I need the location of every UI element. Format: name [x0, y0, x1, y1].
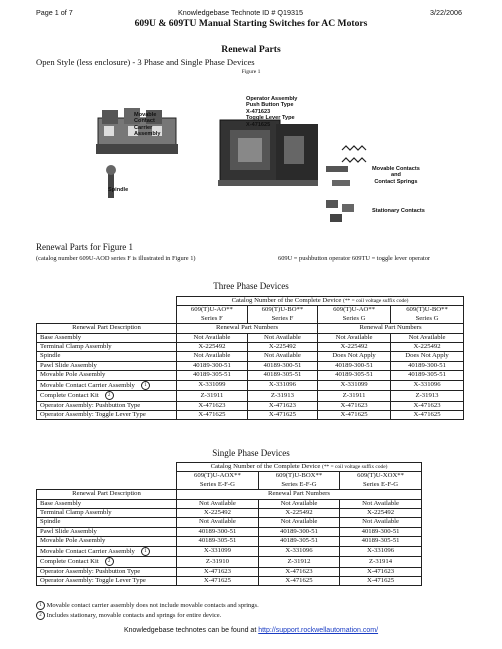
- part-number-cell: Does Not Apply: [318, 352, 391, 361]
- part-number-cell: Z-31911: [318, 391, 391, 401]
- part-number-cell: Does Not Apply: [391, 352, 464, 361]
- part-number-cell: X-471623: [177, 567, 259, 576]
- part-number-cell: X-471625: [391, 410, 464, 419]
- desc-header: Renewal Part Description: [37, 490, 177, 499]
- part-number-cell: Not Available: [247, 352, 317, 361]
- table-row: [37, 371, 464, 380]
- operator-label: Operator Assembly Push Button Type X-471623 Toggle Lever Type X-471625: [246, 96, 298, 128]
- part-number-cell: 40189-300-51: [340, 527, 422, 536]
- part-number-cell: X-331096: [391, 380, 464, 390]
- footnote-1: 1 Movable contact carrier assembly does not include movable contacts and springs.: [36, 601, 259, 610]
- table-row: [37, 361, 464, 370]
- single-phase-table: [36, 462, 422, 586]
- table-row: [37, 518, 422, 527]
- desc-header: Renewal Part Description: [37, 324, 177, 333]
- figure-caption: Figure 1: [241, 69, 261, 75]
- part-number-cell: Not Available: [247, 333, 317, 342]
- part-description: Complete Contact Kit 2: [37, 391, 177, 401]
- part-number-cell: X-331096: [247, 380, 317, 390]
- part-number-cell: X-471625: [247, 410, 317, 419]
- carrier-label: Movable Contact Carrier Assembly: [134, 112, 161, 138]
- footnote-marker-icon: 2: [36, 611, 45, 620]
- part-description: Base Assembly: [37, 333, 177, 342]
- table-row: [37, 509, 422, 518]
- part-description: Terminal Clamp Assembly: [37, 343, 177, 352]
- part-description: Base Assembly: [37, 499, 177, 508]
- part-number-cell: Z-31913: [391, 391, 464, 401]
- column-catalog-number: 609(T)U-AOX**: [177, 472, 259, 481]
- part-number-cell: 40189-305-51: [391, 371, 464, 380]
- part-description: Spindle: [37, 352, 177, 361]
- table-row: [37, 333, 464, 342]
- catalog-header: Catalog Number of the Complete Device (** = coil voltage suffix code): [177, 463, 422, 472]
- part-description: Operator Assembly: Toggle Lever Type: [37, 576, 177, 585]
- parts-header: Renewal Part Numbers: [318, 324, 464, 333]
- part-number-cell: X-331096: [340, 546, 422, 556]
- column-catalog-number: 609(T)U-BOX**: [258, 472, 339, 481]
- column-series: Series F: [247, 315, 317, 324]
- single-phase-heading: Single Phase Devices: [212, 448, 290, 458]
- section-title: Renewal Parts: [221, 44, 281, 55]
- part-description: Movable Pole Assembly: [37, 371, 177, 380]
- column-series: Series E-F-G: [340, 481, 422, 490]
- column-series: Series G: [318, 315, 391, 324]
- part-number-cell: X-471625: [177, 410, 248, 419]
- catalog-note: (catalog number 609U-AOD series F is illustrated in Figure 1): [36, 255, 196, 262]
- three-phase-heading: Three Phase Devices: [213, 281, 289, 291]
- part-number-cell: X-225492: [340, 509, 422, 518]
- column-catalog-number: 609(T)U-BO**: [391, 306, 464, 315]
- three-phase-table: [36, 296, 464, 420]
- part-number-cell: Not Available: [340, 518, 422, 527]
- part-number-cell: X-331099: [177, 546, 259, 556]
- column-catalog-number: 609(T)U-AO**: [177, 306, 248, 315]
- column-catalog-number: 609(T)U-BO**: [247, 306, 317, 315]
- part-number-cell: 40189-305-51: [318, 371, 391, 380]
- part-number-cell: 40189-305-51: [247, 371, 317, 380]
- movable-contacts-label: Movable Contacts and Contact Springs: [372, 166, 420, 185]
- part-number-cell: Not Available: [177, 333, 248, 342]
- part-number-cell: X-471623: [340, 567, 422, 576]
- part-number-cell: X-471623: [391, 401, 464, 410]
- part-number-cell: 40189-305-51: [258, 537, 339, 546]
- operator-assembly-drawing: [218, 120, 318, 186]
- part-number-cell: Not Available: [177, 518, 259, 527]
- table-row: [37, 499, 422, 508]
- document-title: 609U & 609TU Manual Starting Switches for AC Motors: [134, 18, 368, 29]
- column-series: Series F: [177, 315, 248, 324]
- part-number-cell: 40189-300-51: [391, 361, 464, 370]
- part-number-cell: 40189-300-51: [177, 361, 248, 370]
- movable-contacts-drawing: [326, 146, 366, 186]
- part-number-cell: X-471623: [318, 401, 391, 410]
- table-row: [37, 557, 422, 567]
- part-number-cell: X-331099: [318, 380, 391, 390]
- part-number-cell: X-471623: [247, 401, 317, 410]
- column-series: Series G: [391, 315, 464, 324]
- part-number-cell: X-471625: [258, 576, 339, 585]
- table-row: [37, 401, 464, 410]
- table-row: [37, 527, 422, 536]
- part-number-cell: X-331099: [177, 380, 248, 390]
- part-number-cell: X-225492: [177, 343, 248, 352]
- part-number-cell: 40189-305-51: [340, 537, 422, 546]
- part-number-cell: X-225492: [391, 343, 464, 352]
- renewal-parts-heading: Renewal Parts for Figure 1: [36, 242, 133, 252]
- part-number-cell: 40189-300-51: [258, 527, 339, 536]
- part-number-cell: Not Available: [340, 499, 422, 508]
- part-number-cell: X-331096: [258, 546, 339, 556]
- part-description: Spindle: [37, 518, 177, 527]
- part-number-cell: 40189-300-51: [318, 361, 391, 370]
- footnote-marker-icon: 1: [141, 547, 150, 556]
- table-row: [37, 546, 422, 556]
- part-number-cell: X-471625: [177, 576, 259, 585]
- footnote-marker-icon: 1: [36, 601, 45, 610]
- part-number-cell: X-225492: [247, 343, 317, 352]
- part-number-cell: 40189-300-51: [247, 361, 317, 370]
- part-number-cell: Z-31914: [340, 557, 422, 567]
- stationary-contacts-drawing: [326, 200, 354, 222]
- parts-header: Renewal Part Numbers: [177, 324, 318, 333]
- open-style-heading: Open Style (less enclosure) - 3 Phase and Single Phase Devices: [36, 57, 255, 67]
- part-number-cell: X-225492: [318, 343, 391, 352]
- column-series: Series E-F-G: [258, 481, 339, 490]
- support-link[interactable]: http://support.rockwellautomation.com/: [258, 627, 379, 634]
- part-number-cell: X-471625: [318, 410, 391, 419]
- part-description: Operator Assembly: Toggle Lever Type: [37, 410, 177, 419]
- part-number-cell: 40189-305-51: [177, 537, 259, 546]
- part-number-cell: Z-31912: [258, 557, 339, 567]
- part-description: Operator Assembly: Pushbutton Type: [37, 567, 177, 576]
- table-row: [37, 352, 464, 361]
- part-description: Movable Pole Assembly: [37, 537, 177, 546]
- part-number-cell: X-471623: [258, 567, 339, 576]
- column-catalog-number: 609(T)U-AO**: [318, 306, 391, 315]
- catalog-header: Catalog Number of the Complete Device (** = coil voltage suffix code): [177, 297, 464, 306]
- footnote-marker-icon: 1: [141, 381, 150, 390]
- parts-header: Renewal Part Numbers: [177, 490, 422, 499]
- part-number-cell: X-471623: [177, 401, 248, 410]
- part-description: Terminal Clamp Assembly: [37, 509, 177, 518]
- part-description: Pawl Slide Assembly: [37, 527, 177, 536]
- technote-id: Knowledgebase Technote ID # Q19315: [178, 8, 303, 17]
- part-number-cell: X-225492: [177, 509, 259, 518]
- table-row: [37, 567, 422, 576]
- footnote-2: 2 Includes stationary, movable contacts and springs for entire device.: [36, 611, 221, 620]
- table-row: [37, 537, 422, 546]
- table-row: [37, 410, 464, 419]
- part-number-cell: Z-31913: [247, 391, 317, 401]
- part-number-cell: X-471625: [340, 576, 422, 585]
- part-number-cell: X-225492: [258, 509, 339, 518]
- part-number-cell: Not Available: [258, 518, 339, 527]
- part-number-cell: Z-31911: [177, 391, 248, 401]
- operator-note: 609U = pushbutton operator 609TU = toggle lever operator: [278, 255, 431, 262]
- part-number-cell: Z-31910: [177, 557, 259, 567]
- spindle-label: Spindle: [108, 187, 129, 193]
- stationary-contacts-label: Stationary Contacts: [372, 208, 425, 214]
- part-number-cell: Not Available: [391, 333, 464, 342]
- table-row: [37, 380, 464, 390]
- footer: Knowledgebase technotes can be found at http://support.rockwellautomation.com/: [123, 627, 379, 634]
- column-series: Series E-F-G: [177, 481, 259, 490]
- part-number-cell: 40189-305-51: [177, 371, 248, 380]
- column-catalog-number: 609(T)U-XOX**: [340, 472, 422, 481]
- print-date: 3/22/2006: [430, 8, 462, 17]
- table-row: [37, 576, 422, 585]
- part-description: Pawl Slide Assembly: [37, 361, 177, 370]
- part-description: Movable Contact Carrier Assembly 1: [37, 546, 177, 556]
- part-number-cell: Not Available: [318, 333, 391, 342]
- part-description: Movable Contact Carrier Assembly 1: [37, 380, 177, 390]
- page-number: Page 1 of 7: [36, 8, 73, 17]
- part-description: Complete Contact Kit 2: [37, 557, 177, 567]
- part-number-cell: Not Available: [258, 499, 339, 508]
- part-number-cell: Not Available: [177, 352, 248, 361]
- footnote-marker-icon: 2: [105, 391, 114, 400]
- footnote-marker-icon: 2: [105, 557, 114, 566]
- part-number-cell: Not Available: [177, 499, 259, 508]
- part-number-cell: 40189-300-51: [177, 527, 259, 536]
- table-row: [37, 343, 464, 352]
- part-description: Operator Assembly: Pushbutton Type: [37, 401, 177, 410]
- table-row: [37, 391, 464, 401]
